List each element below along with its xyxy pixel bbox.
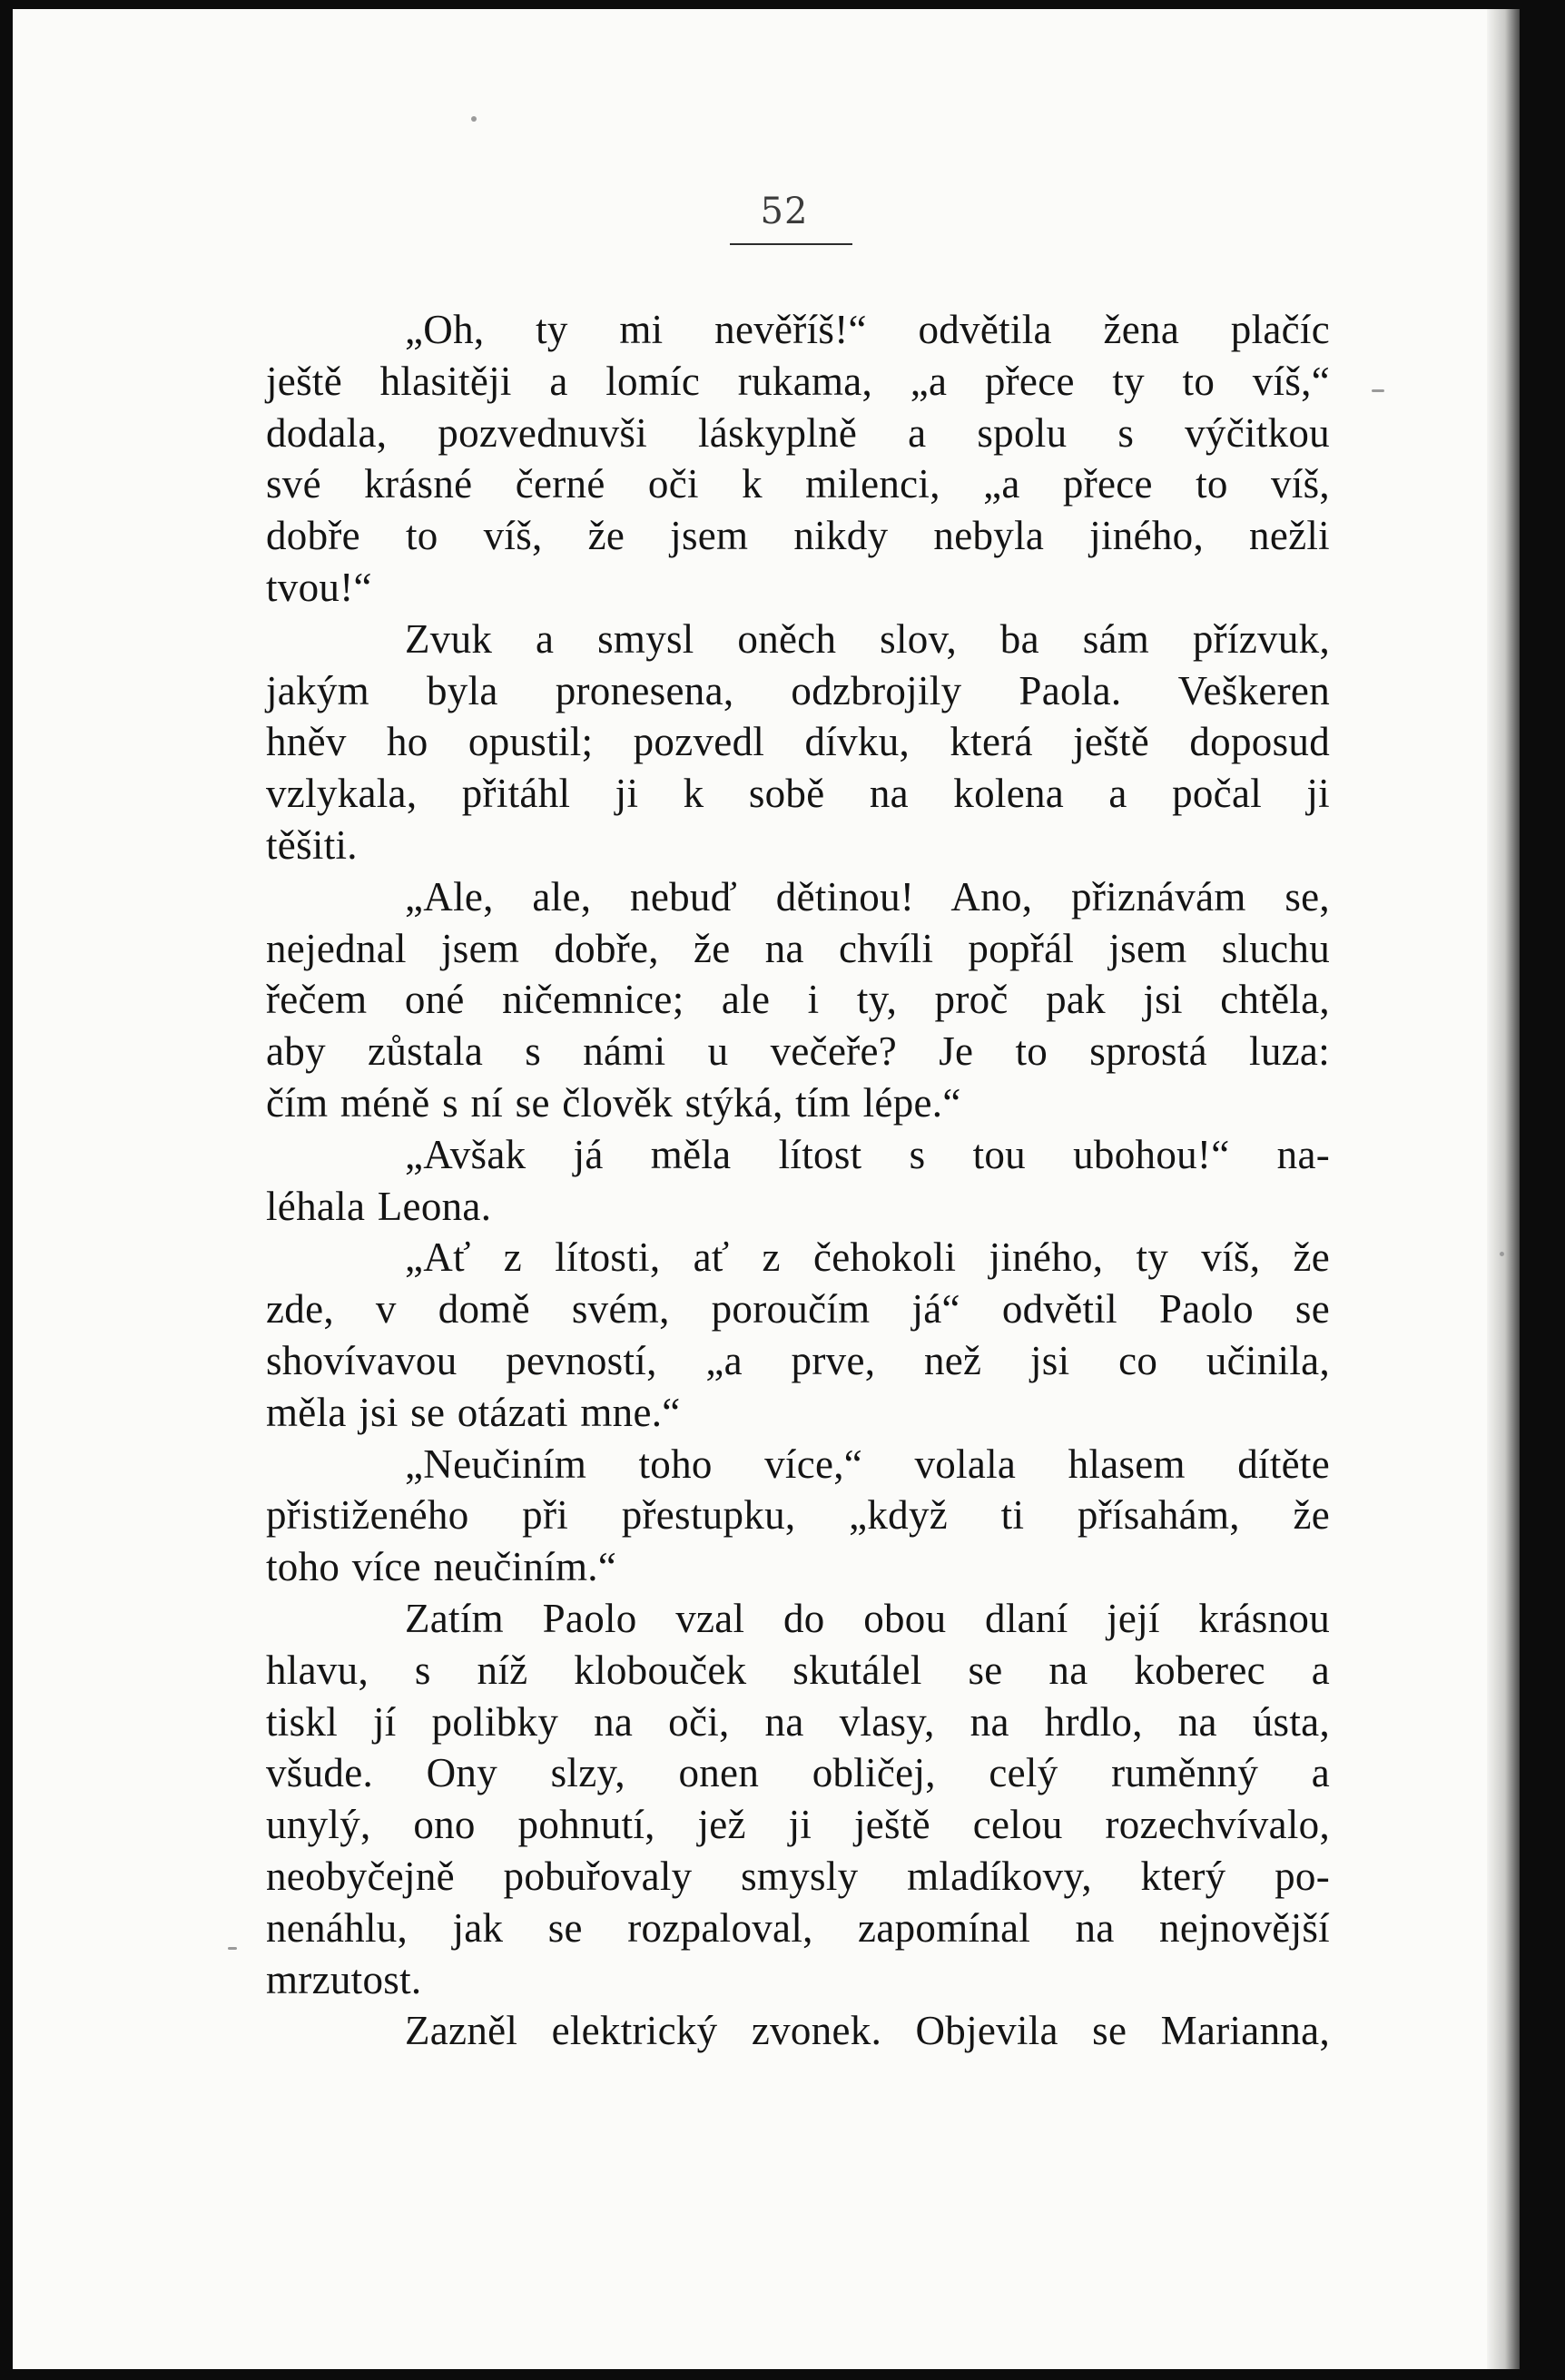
paper-speck [1500, 1252, 1504, 1256]
book-page [13, 9, 1520, 2369]
text-line: „Avšak já měla lítost s tou ubohou!“ na- [405, 1131, 1330, 1177]
paper-speck [471, 116, 477, 122]
page-number-rule [730, 243, 852, 245]
text-line: dobře to víš, že jsem nikdy nebyla jiného, nežli [266, 513, 1330, 559]
text-line: hlavu, s níž klobouček skutálel se na koberec a [266, 1647, 1330, 1693]
text-line: „Ať z lítosti, ať z čehokoli jiného, ty víš, že [405, 1234, 1330, 1281]
text-line: tiskl jí polibky na oči, na vlasy, na hrdlo, na ústa, [266, 1698, 1330, 1745]
text-line: jakým byla pronesena, odzbrojily Paola. Veškeren [266, 667, 1330, 713]
text-line: dodala, pozvednuvši láskyplně a spolu s výčitkou [266, 409, 1330, 456]
paper-speck [228, 1947, 237, 1950]
text-line: ještě hlasitěji a lomíc rukama, „a přece ty to víš,“ [266, 358, 1330, 404]
text-line: všude. Ony slzy, onen obličej, celý ruměnný a [266, 1750, 1330, 1796]
page-edge-shadow [1487, 9, 1520, 2369]
text-line: tvou!“ [266, 564, 372, 610]
text-line: těšiti. [266, 821, 358, 868]
text-line: mrzutost. [266, 1956, 422, 2002]
text-line: Zvuk a smysl oněch slov, ba sám přízvuk, [405, 615, 1330, 662]
text-line: aby zůstala s námi u večeře? Je to sprostá luza: [266, 1028, 1330, 1075]
text-line: léhala Leona. [266, 1183, 492, 1229]
page-number: 52 [760, 191, 809, 232]
text-line: unylý, ono pohnutí, jež ji ještě celou rozechvívalo, [266, 1802, 1330, 1848]
text-line: neobyčejně pobuřovaly smysly mladíkovy, který po- [266, 1853, 1330, 1899]
text-line: přistiženého při přestupku, „když ti přísahám, že [266, 1492, 1330, 1539]
text-line: toho více neučiním.“ [266, 1544, 617, 1590]
text-line: Zazněl elektrický zvonek. Objevila se Marianna, [405, 2008, 1330, 2054]
text-line: shovívavou pevností, „a prve, než jsi co učinila, [266, 1337, 1330, 1383]
text-line: „Oh, ty mi nevěříš!“ odvětila žena plačíc [405, 307, 1330, 352]
text-line: měla jsi se otázati mne.“ [266, 1389, 681, 1435]
text-line: řečem oné ničemnice; ale i ty, proč pak jsi chtěla, [266, 977, 1330, 1023]
paper-speck [1372, 389, 1384, 392]
text-line: „Ale, ale, nebuď dětinou! Ano, přiznávám se, [405, 873, 1330, 920]
body-text [266, 304, 1330, 2057]
text-line: „Neučiním toho více,“ volala hlasem dítěte [405, 1441, 1330, 1487]
text-line: čím méně s ní se člověk stýká, tím lépe.“ [266, 1079, 961, 1126]
text-line: nenáhlu, jak se rozpaloval, zapomínal na nejnovější [266, 1904, 1330, 1951]
text-line: nejednal jsem dobře, že na chvíli popřál jsem sluchu [266, 925, 1330, 971]
text-line: své krásné černé oči k milenci, „a přece to víš, [266, 461, 1330, 507]
text-line: zde, v domě svém, poroučím já“ odvětil Paolo se [266, 1286, 1330, 1333]
text-line: Zatím Paolo vzal do obou dlaní její krásnou [405, 1595, 1330, 1641]
text-line: hněv ho opustil; pozvedl dívku, která ještě doposud [266, 719, 1330, 765]
text-line: vzlykala, přitáhl ji k sobě na kolena a počal ji [266, 771, 1330, 817]
